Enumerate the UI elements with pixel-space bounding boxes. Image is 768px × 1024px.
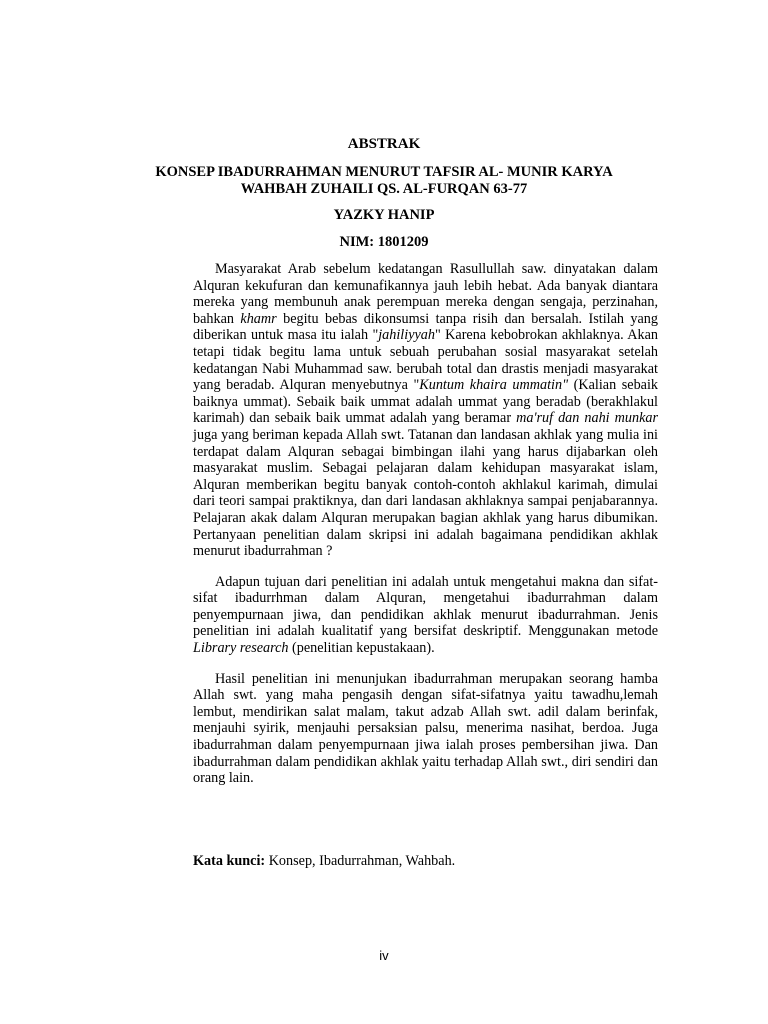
student-id: NIM: 1801209	[339, 234, 429, 250]
paragraph-1: Masyarakat Arab sebelum kedatangan Rasullullah saw. dinyatakan dalam Alquran kekufuran dan kemunafikannya jauh lebih hebat. Ada banyak diantara mereka yang membunuh anak perempuan mereka dengan sengaja, perzinahan, bahkan khamr begitu bebas dikonsumsi tanpa risih dan bersalah. Istilah yang diberikan untuk masa itu ialah "jahiliyyah" Karena kebobrokan akhlaknya. Akan tetapi tidak begitu lama untuk sebuah perubahan sosial masyarakat setelah kedatangan Nabi Muhammad saw. berubah total dan drastis menjadi masyarakat yang beradab. Alquran menyebutnya "Kuntum khaira ummatin" (Kalian sebaik baiknya ummat). Sebaik baik ummat adalah ummat yang beradab (berakhlakul karimah) dan sebaik baik ummat adalah yang beramar ma'ruf dan nahi munkar juga yang beriman kepada Allah swt. Tatanan dan landasan akhlak yang mulia ini terdapat dalam Alquran sebagai bimbingan ilahi yang harus dijabarkan oleh masyarakat muslim. Sebagai pelajaran dalam kehidupan masyarakat islam, Alquran memberikan begitu banyak contoh-contoh akhlakul karimah, dimulai dari teori sampai praktiknya, dan dari landasan akhlaknya sampai penjabarannya. Pelajaran akak dalam Alquran merupakan bagian akhlak yang harus dibumikan. Pertanyaan penelitian dalam skripsi ini adalah bagaimana pendidikan akhlak menurut ibadurrahman ?	[193, 261, 658, 560]
paragraph-2: Adapun tujuan dari penelitian ini adalah untuk mengetahui makna dan sifat-sifat ibadurrhman dalam Alquran, mengetahui ibadurrahman dalam penyempurnaan jiwa, dan pendidikan akhlak menurut ibadurrahman. Jenis penelitian ini adalah kualitatif yang bersifat deskriptif. Menggunakan metode Library research (penelitian kepustakaan).	[193, 573, 658, 657]
keywords-line	[193, 853, 455, 870]
abstract-body	[193, 261, 658, 787]
thesis-title	[0, 164, 768, 198]
keywords-list: Konsep, Ibadurrahman, Wahbah.	[265, 853, 456, 869]
thesis-title-line-2: WAHBAH ZUHAILI QS. AL-FURQAN 63-77	[240, 181, 528, 197]
thesis-title-line-1: KONSEP IBADURRAHMAN MENURUT TAFSIR AL- MUNIR KARYA	[155, 164, 613, 180]
page-number: iv	[379, 948, 389, 963]
paragraph-3: Hasil penelitian ini menunjukan ibadurrahman merupakan seorang hamba Allah swt. yang maha pengasih dengan sifat-sifatnya yaitu tawadhu,lemah lembut, mendirikan salat malam, takut adzab Allah swt. adil dalam berinfak, menjauhi syirik, menjauhi persaksian palsu, menerima nasihat, berdoa. Juga ibadurrahman dalam penyempurnaan jiwa ialah proses pembersihan jiwa. Dan ibadurrahman dalam pendidikan akhlak yaitu terhadap Allah swt., diri sendiri dan orang lain.	[193, 670, 658, 787]
keywords-label: Kata kunci:	[193, 853, 266, 869]
author-name: YAZKY HANIP	[333, 207, 435, 223]
abstract-heading: ABSTRAK	[347, 136, 421, 152]
